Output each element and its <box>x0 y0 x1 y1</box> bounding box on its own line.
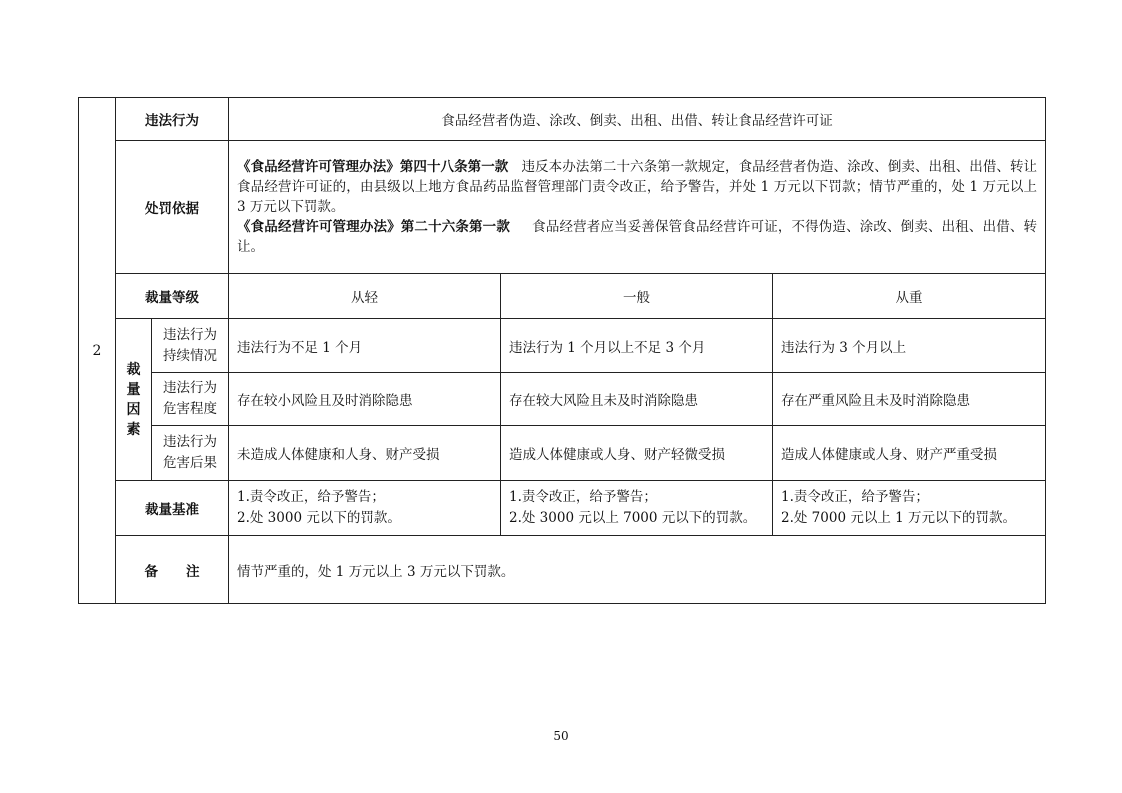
factor-heavy: 造成人体健康或人身、财产严重受损 <box>773 426 1046 481</box>
factor-row <box>79 426 1046 481</box>
factor-name-line: 违法行为 <box>163 326 217 343</box>
standard-line: 1.责令改正，给予警告； <box>781 489 929 505</box>
factor-normal: 存在较大风险且未及时消除隐患 <box>501 373 773 426</box>
remark-label: 备注 <box>116 536 229 604</box>
factor-row <box>79 373 1046 426</box>
factor-name <box>152 373 229 426</box>
factor-heavy: 违法行为 3 个月以上 <box>773 319 1046 373</box>
factor-light: 违法行为不足 1 个月 <box>229 319 501 373</box>
level-normal: 一般 <box>501 274 773 319</box>
factor-name <box>152 426 229 481</box>
basis-item-title: 《食品经营许可管理办法》第二十六条第一款 <box>237 219 510 235</box>
page-number: 50 <box>553 729 569 743</box>
row-number: 2 <box>79 98 116 604</box>
level-light: 从轻 <box>229 274 501 319</box>
standard-normal <box>501 481 773 536</box>
remark-text: 情节严重的，处 1 万元以上 3 万元以下罚款。 <box>229 536 1046 604</box>
standard-line: 2.处 3000 元以下的罚款。 <box>237 510 401 526</box>
factors-label-char: 量 <box>126 381 141 398</box>
basis-item-text: 违反本办法第二十六条第一款规定，食品经营者伪造、涂改、倒卖、出租、出借、转让食品经营许可证的，由县级以上地方食品药品监督管理部门责令改正，给予警告，并处 1 万元以下罚款；情节严重的，处 1 万元以上 3 万元以下罚款。 <box>237 159 1038 215</box>
factor-name-line: 违法行为 <box>163 380 217 396</box>
standard-row <box>79 481 1046 536</box>
factors-label <box>116 319 152 481</box>
standard-heavy <box>773 481 1046 536</box>
level-heavy: 从重 <box>773 274 1046 319</box>
factors-label-char: 裁 <box>126 361 141 378</box>
standard-light <box>229 481 501 536</box>
violation-row <box>79 98 1046 141</box>
factor-name <box>152 319 229 373</box>
factor-name-line: 持续情况 <box>163 347 217 364</box>
standard-line: 2.处 7000 元以上 1 万元以下的罚款。 <box>781 510 1016 526</box>
factors-label-char: 素 <box>126 421 141 438</box>
basis-item-text: 食品经营者应当妥善保管食品经营许可证，不得伪造、涂改、倒卖、出租、出借、转让。 <box>237 219 1038 255</box>
factor-normal: 违法行为 1 个月以上不足 3 个月 <box>501 319 773 373</box>
basis-label: 处罚依据 <box>116 141 229 274</box>
basis-row <box>79 141 1046 274</box>
remark-row <box>79 536 1046 604</box>
basis-content <box>229 141 1046 274</box>
levels-row <box>79 274 1046 319</box>
penalty-discretion-table <box>78 97 1046 604</box>
factor-name-line: 违法行为 <box>163 434 217 450</box>
standard-line: 1.责令改正，给予警告； <box>237 489 385 505</box>
violation-label: 违法行为 <box>116 98 229 141</box>
factor-name-line: 危害后果 <box>163 455 217 471</box>
factor-light: 未造成人体健康和人身、财产受损 <box>229 426 501 481</box>
factor-name-line: 危害程度 <box>163 401 217 417</box>
standard-line: 1.责令改正，给予警告； <box>509 489 657 505</box>
standard-line: 2.处 3000 元以上 7000 元以下的罚款。 <box>509 510 757 526</box>
factors-label-char: 因 <box>126 401 141 418</box>
violation-text: 食品经营者伪造、涂改、倒卖、出租、出借、转让食品经营许可证 <box>229 98 1046 141</box>
basis-item <box>237 217 1037 257</box>
factor-light: 存在较小风险且及时消除隐患 <box>229 373 501 426</box>
standard-label: 裁量基准 <box>116 481 229 536</box>
basis-item <box>237 157 1037 217</box>
basis-item-title: 《食品经营许可管理办法》第四十八条第一款 <box>237 159 509 175</box>
factor-row <box>79 319 1046 373</box>
levels-label: 裁量等级 <box>116 274 229 319</box>
factor-heavy: 存在严重风险且未及时消除隐患 <box>773 373 1046 426</box>
factor-normal: 造成人体健康或人身、财产轻微受损 <box>501 426 773 481</box>
